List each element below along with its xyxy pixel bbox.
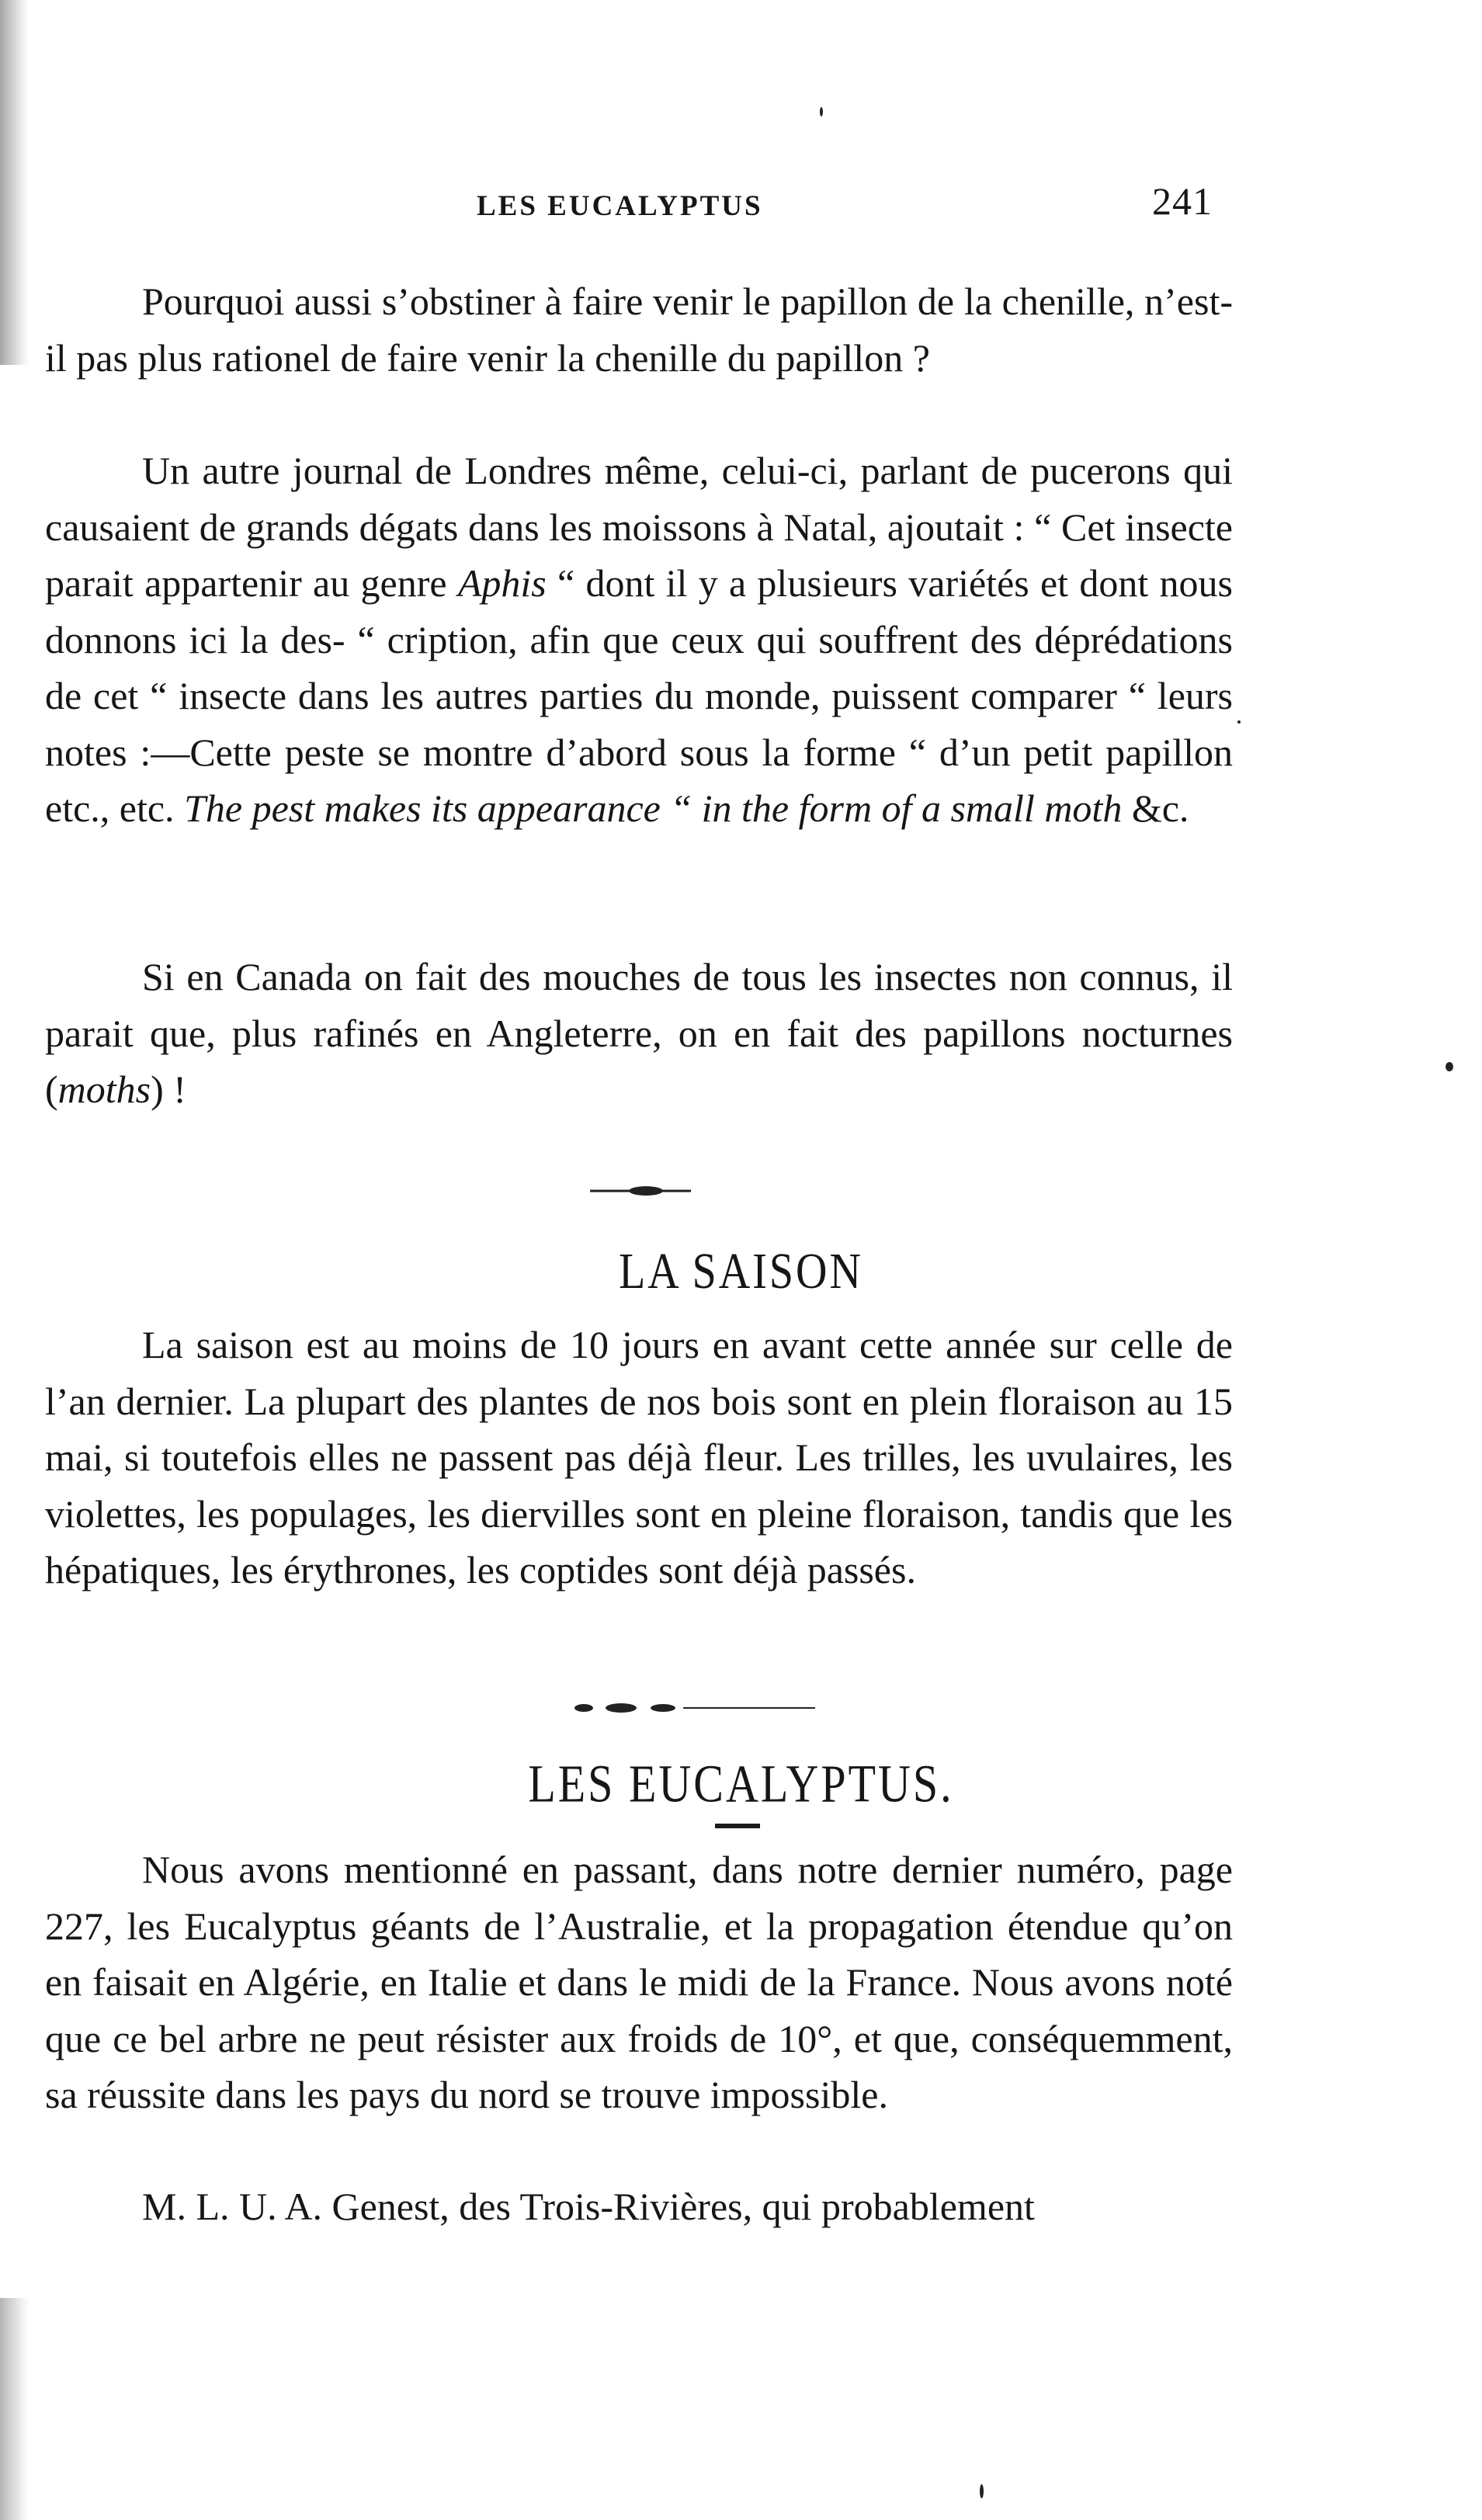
italic-run: The pest makes its appearance “ in the form of a small moth xyxy=(184,786,1123,830)
section-divider-ornament xyxy=(0,1183,1482,1199)
text-run: La saison est au moins de 10 jours en avant cette année sur celle de l’an dernier. La plupart des plantes de nos bois sont en plein floraison au 15 mai, si toutefois elles ne passent pas déjà fleur. Les trilles, les uvulaires, les violettes, les populages, les diervilles sont en pleine floraison, tandis que les hépatiques, les érythrones, les coptides sont déjà passés. xyxy=(45,1323,1233,1591)
text-run: Pourquoi aussi s’obstiner à faire venir le papillon de la chenille, n’est-il pas plus rationel de faire venir la chenille du papillon ? xyxy=(45,279,1233,380)
italic-run: moths xyxy=(57,1067,151,1111)
heading-les-eucalyptus: LES EUCALYPTUS. xyxy=(528,1754,954,1814)
text-run: Si en Canada on fait des mouches de tous les insectes non connus, il parait que, plus rafinés en Angleterre, on en fait des papillons nocturnes ( xyxy=(45,955,1233,1111)
page-number: 241 xyxy=(1152,179,1213,223)
running-head xyxy=(0,175,1482,230)
text-run: Un autre journal de Londres même, celui-ci, parlant de pucerons qui causaient de grands dégats dans les moissons à Natal, ajoutait : “ Cet insecte parait appartenir au genre xyxy=(45,449,1233,605)
text-run: M. L. U. A. Genest, des Trois-Rivières, qui probablement xyxy=(142,2185,1035,2228)
heading-la-saison: LA SAISON xyxy=(619,1243,863,1300)
page-edge-shadow-bottom xyxy=(0,2298,30,2520)
text-run: &c. xyxy=(1122,786,1189,830)
heading-rule xyxy=(715,1824,760,1828)
paragraph-moths xyxy=(45,949,1233,1118)
italic-run: Aphis xyxy=(457,561,547,605)
paragraph-genest xyxy=(45,2178,1233,2235)
text-run: “ dont il y a plusieurs variétés et dont nous donnons ici la des- “ cription, afin que ceux qui souffrent des déprédations de cet “ insecte dans les autres parties du monde, puissent comparer “ leurs notes :—Cette peste se montre d’abord sous la forme “ d’un petit papillon etc., etc. xyxy=(45,561,1233,830)
text-run: Nous avons mentionné en passant, dans notre dernier numéro, page 227, les Eucalyptus géants de l’Australie, et la propagation étendue qu’on en faisait en Algérie, en Italie et dans le midi de la France. Nous avons noté que ce bel arbre ne peut résister aux froids de 10°, et que, conséquemment, sa réussite dans les pays du nord se trouve impossible. xyxy=(45,1848,1233,2116)
section-divider-ornament-2 xyxy=(0,1700,1482,1716)
running-title: LES EUCALYPTUS xyxy=(477,190,763,222)
paragraph-papillon xyxy=(45,273,1233,386)
paragraph-saison xyxy=(45,1317,1233,1598)
paragraph-pucerons xyxy=(45,443,1233,837)
paragraph-eucalyptus xyxy=(45,1841,1233,2123)
text-run: ) ! xyxy=(151,1067,186,1111)
